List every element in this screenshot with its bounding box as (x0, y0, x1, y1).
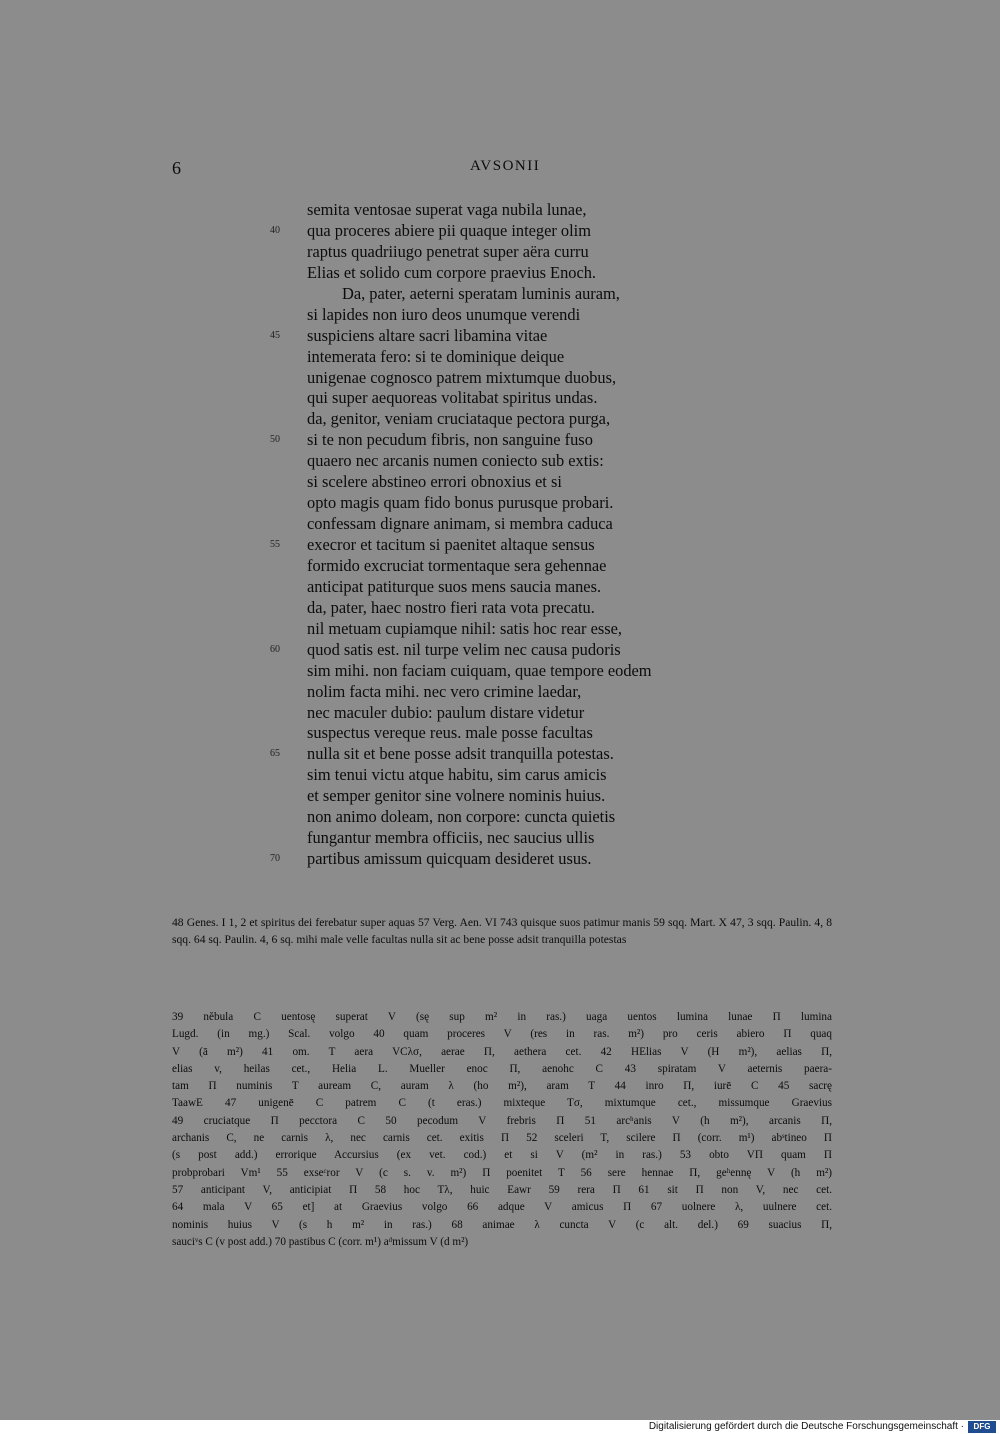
verse-line (307, 765, 652, 786)
verse-line (270, 325, 652, 347)
verse-line (307, 368, 652, 389)
verse-line (307, 514, 652, 535)
verse-text: semita ventosae superat vaga nubila lunae, (307, 200, 587, 219)
page-number: 6 (172, 158, 181, 178)
running-head: AVSONII (470, 158, 541, 174)
verse-line (307, 305, 652, 326)
verse-text: quaero nec arcanis numen coniecto sub extis: (307, 451, 604, 471)
verse-text: anticipat patiturque suos mens saucia manes. (307, 576, 602, 596)
verse-line (270, 430, 652, 451)
verse-text: intemerata fero: si te dominique deique (307, 346, 565, 366)
line-number: 50 (270, 434, 280, 446)
line-number: 45 (270, 329, 280, 341)
verse-line (270, 639, 652, 661)
verse-text: nulla sit et bene posse adsit tranquilla potestas. (307, 744, 614, 764)
apparatus-line: tam Π numinis T auream C, auram λ (ho m²), aram T 44 inro Π, iurē C 45 sacrę (172, 1080, 832, 1093)
apparatus-line: 64 mala V 65 et] at Graevius volgo 66 adque V amicus Π 67 uolnere λ, uulnere cet. (172, 1201, 832, 1214)
verse-line (307, 661, 652, 682)
verse-line (307, 263, 652, 284)
verse-line (307, 703, 652, 724)
verse-text: qua proceres abiere pii quaque integer olim (307, 220, 591, 240)
verse-line (307, 409, 652, 430)
verse-text: nolim facta mihi. nec vero crimine laedar, (307, 681, 582, 701)
verse-line (307, 807, 652, 828)
apparatus-line: archanis C, ne carnis λ, nec carnis cet. exitis Π 52 sceleri T, scilere Π (corr. m¹) abˢtineo Π (172, 1132, 832, 1145)
apparatus-line: 39 nĕbula C uentosę superat V (sę sup m² in ras.) uaga uentos lumina lunae Π lumina (172, 1011, 832, 1023)
footer-bar (0, 1420, 1000, 1434)
verse-text: quod satis est. nil turpe velim nec causa pudoris (307, 639, 621, 659)
verse-text: opto magis quam fido bonus purusque probari. (307, 493, 614, 513)
verse-text: suspiciens altare sacri libamina vitae (307, 325, 548, 345)
verse-line (307, 200, 652, 221)
apparatus-line: TaawE 47 unigenē C patrem C (t eras.) mixteque Tσ, mixtumque cet., missumque Graevius (172, 1097, 832, 1110)
verse-text: si te non pecudum fibris, non sanguine fuso (307, 430, 593, 450)
verse-line (307, 786, 652, 807)
verse-line (307, 242, 652, 263)
verse-line (307, 556, 652, 577)
verse-block (270, 200, 652, 870)
apparatus-line: elias v, heilas cet., Helia L. Mueller enoc Π, aenohc C 43 spiratam V aeternis paera- (172, 1062, 832, 1075)
verse-text: confessam dignare animam, si membra caduca (307, 514, 613, 534)
apparatus-line: V (ā m²) 41 om. T aera VCλσ, aerae Π, aethera cet. 42 HElias V (H m²), aelias Π, (172, 1045, 832, 1058)
verse-line (307, 828, 652, 849)
verse-text: nil metuam cupiamque nihil: satis hoc rear esse, (307, 618, 622, 638)
verse-line (307, 451, 652, 472)
verse-text: sim mihi. non faciam cuiquam, quae tempore eodem (307, 660, 652, 680)
verse-line (307, 682, 652, 703)
verse-line (270, 535, 652, 556)
verse-text: suspectus vereque reus. male posse facultas (307, 723, 593, 743)
verse-line (307, 347, 652, 368)
verse-text: sim tenui victu atque habitu, sim carus amicis (307, 765, 607, 785)
verse-text: fungantur membra officiis, nec saucius ullis (307, 828, 595, 848)
line-number: 70 (270, 853, 280, 865)
apparatus-line: Lugd. (in mg.) Scal. volgo 40 quam proceres V (res in ras. m²) pro ceris abiero Π quaq (172, 1028, 832, 1041)
verse-line (270, 849, 652, 870)
line-number: 40 (270, 224, 280, 236)
apparatus-line: (s post add.) errorique Accursius (ex vet. cod.) et si V (m² in ras.) 53 obto VΠ quam Π (172, 1149, 832, 1162)
line-number: 55 (270, 539, 280, 550)
verse-text: si scelere abstineo errori obnoxius et si (307, 472, 562, 492)
verse-line (270, 220, 652, 242)
apparatus-line: sauciᵛs C (v post add.) 70 pastibus C (corr. m¹) aᵈmissum V (d m²) (172, 1235, 469, 1248)
critical-apparatus (172, 1009, 832, 1251)
line-number: 60 (270, 643, 280, 655)
verse-text: da, genitor, veniam cruciataque pectora purga, (307, 409, 611, 429)
verse-line (307, 723, 652, 744)
testimonia: 48 Genes. I 1, 2 et spiritus dei ferebatur super aquas 57 Verg. Aen. VI 743 quisque suos patimur manis 59 sqq. Mart. X 47, 3 sqq. Paulin. 4, 8 sqq. 64 sq. Paulin. 4, 6 sq. mihi male velle facultas nulla sit ac bene posse adsit tranquilla potestas (172, 916, 832, 947)
verse-line (307, 598, 652, 619)
dfg-logo: DFG (968, 1421, 996, 1433)
apparatus-line: probprobari Vm¹ 55 exseᶜror V (c s. v. m²) Π poenitet T 56 sere hennae Π, geʰennę V (h m²) (172, 1166, 832, 1179)
verse-text: nec maculer dubio: paulum distare videtur (307, 702, 585, 722)
verse-line (270, 744, 652, 765)
funding-note: Digitalisierung gefördert durch die Deutsche Forschungsgemeinschaft · (648, 1421, 964, 1432)
line-number: 65 (270, 748, 280, 760)
apparatus-line: 57 anticipant V, anticipiat Π 58 hoc Tλ, huic Eawr 59 rera Π 61 sit Π non V, nec cet. (172, 1183, 832, 1196)
verse-line (307, 619, 652, 640)
verse-line (307, 284, 652, 305)
verse-text: unigenae cognosco patrem mixtumque duobus, (307, 367, 617, 387)
verse-text: formido excruciat tormentaque sera gehennae (307, 555, 607, 575)
verse-text: Da, pater, aeterni speratam luminis auram, (342, 283, 620, 303)
verse-line (307, 388, 652, 409)
verse-text: non animo doleam, non corpore: cuncta quietis (307, 807, 616, 827)
verse-text: Elias et solido cum corpore praevius Enoch. (307, 262, 597, 282)
verse-text: execror et tacitum si paenitet altaque sensus (307, 535, 595, 554)
verse-text: et semper genitor sine volnere nominis huius. (307, 786, 606, 806)
apparatus-line: nominis huius V (s h m² in ras.) 68 animae λ cuncta V (c alt. del.) 69 suacius Π, (172, 1218, 832, 1231)
verse-line (307, 493, 652, 514)
apparatus-line: 49 cruciatque Π pecctora C 50 pecodum V frebris Π 51 arcʰanis V (h m²), arcanis Π, (172, 1114, 832, 1127)
verse-text: qui super aequoreas volitabat spiritus undas. (307, 388, 598, 408)
verse-text: raptus quadriiugo penetrat super aëra curru (307, 241, 589, 261)
verse-line (307, 577, 652, 598)
verse-line (307, 472, 652, 493)
verse-text: partibus amissum quicquam desideret usus. (307, 849, 592, 869)
verse-text: da, pater, haec nostro fieri rata vota precatu. (307, 597, 595, 617)
verse-text: si lapides non iuro deos unumque verendi (307, 304, 581, 324)
